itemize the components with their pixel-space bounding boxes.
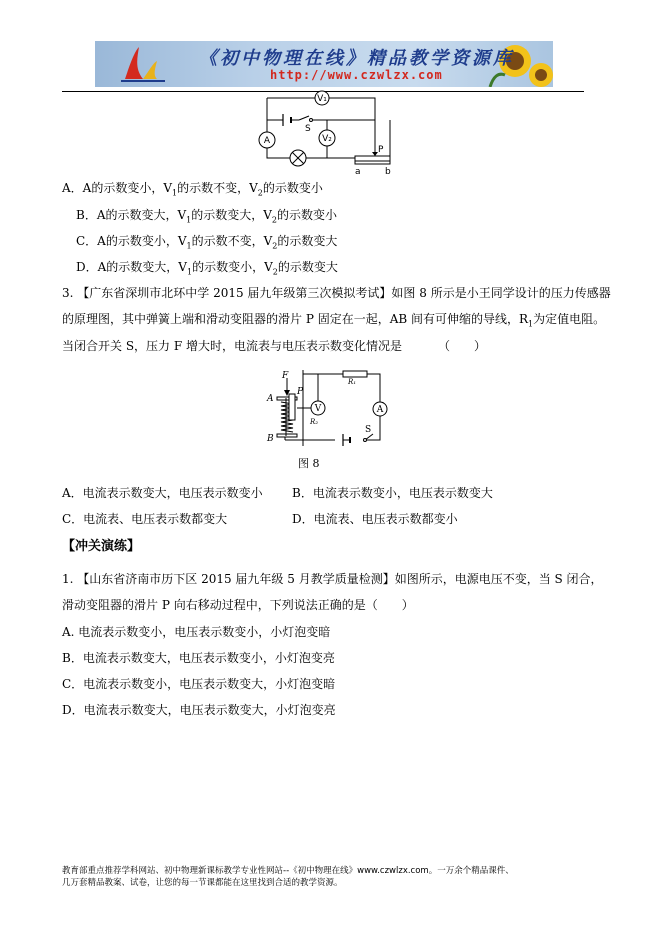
label-r1: R₁ <box>348 378 357 386</box>
rheostat-r2-icon <box>289 394 295 420</box>
site-logo-icon <box>121 47 165 81</box>
label-a: A <box>267 394 274 404</box>
q3-stem-line2: 的原理图，其中弹簧上端和滑动变阻器的滑片 P 固定在一起，AB 间有可伸缩的导线，$R_1$为定值电阻。 <box>62 312 606 329</box>
battery-icon <box>283 114 291 126</box>
slider-label: P <box>378 145 384 155</box>
label-f: F <box>282 371 289 381</box>
banner-url[interactable]: http://www.czwlzx.com <box>270 68 443 82</box>
end-a-label: a <box>355 167 361 177</box>
svg-text:A: A <box>376 405 384 415</box>
q1-option-d: D．电流表示数变大，电压表示数变大，小灯泡变亮 <box>62 703 336 717</box>
q3-stem-line3: 当闭合开关 S，压力 F 增大时，电流表与电压表示数变化情况是 <box>62 339 402 353</box>
switch-label: S <box>305 124 311 134</box>
q3-option-d: D．电流表、电压表示数都变小 <box>292 512 458 526</box>
svg-text:A: A <box>263 136 271 146</box>
voltmeter-v1-icon <box>315 91 329 105</box>
q3-option-b: B．电流表示数变小，电压表示数变大 <box>292 486 493 500</box>
q3-answer-blank[interactable]: （ ） <box>438 339 487 353</box>
end-b-label: b <box>385 167 391 177</box>
q1-stem-line1: 1. 【山东省济南市历下区 2015 届九年级 5 月教学质量检测】如图所示，电源电压不变，当 S 闭合， <box>62 572 603 586</box>
ammeter-icon <box>259 132 275 148</box>
q2-option-c: C．A的示数变小，$V_1$的示数不变，$V_2$的示数变大 <box>76 234 338 251</box>
ammeter-icon-2 <box>373 402 387 416</box>
banner-title: 《初中物理在线》精品教学资源库 <box>199 48 514 69</box>
footer-line1: 教育部重点推荐学科网站、初中物理新课标教学专业性网站--《初中物理在线》www.czwlzx.com。一万余个精品课件、 <box>62 866 514 876</box>
label-r2: R₂ <box>310 418 319 426</box>
footer-line2: 几万套精品教案、试卷，让您的每一节课都能在这里找到合适的教学资源。 <box>62 878 343 888</box>
q3-option-c: C．电流表、电压表示数都变大 <box>62 512 228 526</box>
circuit-figure-8 <box>255 368 405 450</box>
svg-text:V₂: V₂ <box>322 134 332 144</box>
lamp-icon <box>290 150 306 166</box>
header-banner <box>95 41 553 87</box>
q1-option-c: C．电流表示数变小，电压表示数变大，小灯泡变暗 <box>62 677 336 691</box>
q2-option-b: B．A的示数变大，$V_1$的示数变大，$V_2$的示数变小 <box>76 208 338 225</box>
resistor-r1-icon <box>343 371 367 377</box>
q2-option-a: A．A的示数变小，$V_1$的示数不变，$V_2$的示数变小 <box>62 181 323 198</box>
label-s: S <box>365 425 372 435</box>
q1-stem-line2: 滑动变阻器的滑片 P 向右移动过程中，下列说法正确的是（ ） <box>62 598 414 612</box>
switch-contact <box>310 119 313 122</box>
svg-text:V: V <box>314 404 322 414</box>
circuit-figure-top <box>245 90 395 178</box>
rheostat-icon <box>355 150 390 161</box>
q1-option-b: B．电流表示数变大，电压表示数变小，小灯泡变亮 <box>62 651 335 665</box>
voltmeter-icon <box>311 401 325 415</box>
q2-option-d: D．A的示数变大，$V_1$的示数变小，$V_2$的示数变大 <box>76 260 338 277</box>
svg-text:V₁: V₁ <box>317 94 327 104</box>
q3-option-a: A．电流表示数变大，电压表示数变小 <box>62 486 263 500</box>
figure-8-caption: 图 8 <box>298 457 320 470</box>
q1-option-a: A. 电流表示数变小，电压表示数变小，小灯泡变暗 <box>62 625 331 639</box>
voltmeter-v2-icon <box>319 130 335 146</box>
q3-stem-line1: 3. 【广东省深圳市北环中学 2015 届九年级第三次模拟考试】如图 8 所示是小王同学设计的压力传感器 <box>62 286 611 300</box>
label-b: B <box>267 434 274 444</box>
label-p: P <box>297 387 304 397</box>
section-title: 【冲关演练】 <box>62 539 141 554</box>
